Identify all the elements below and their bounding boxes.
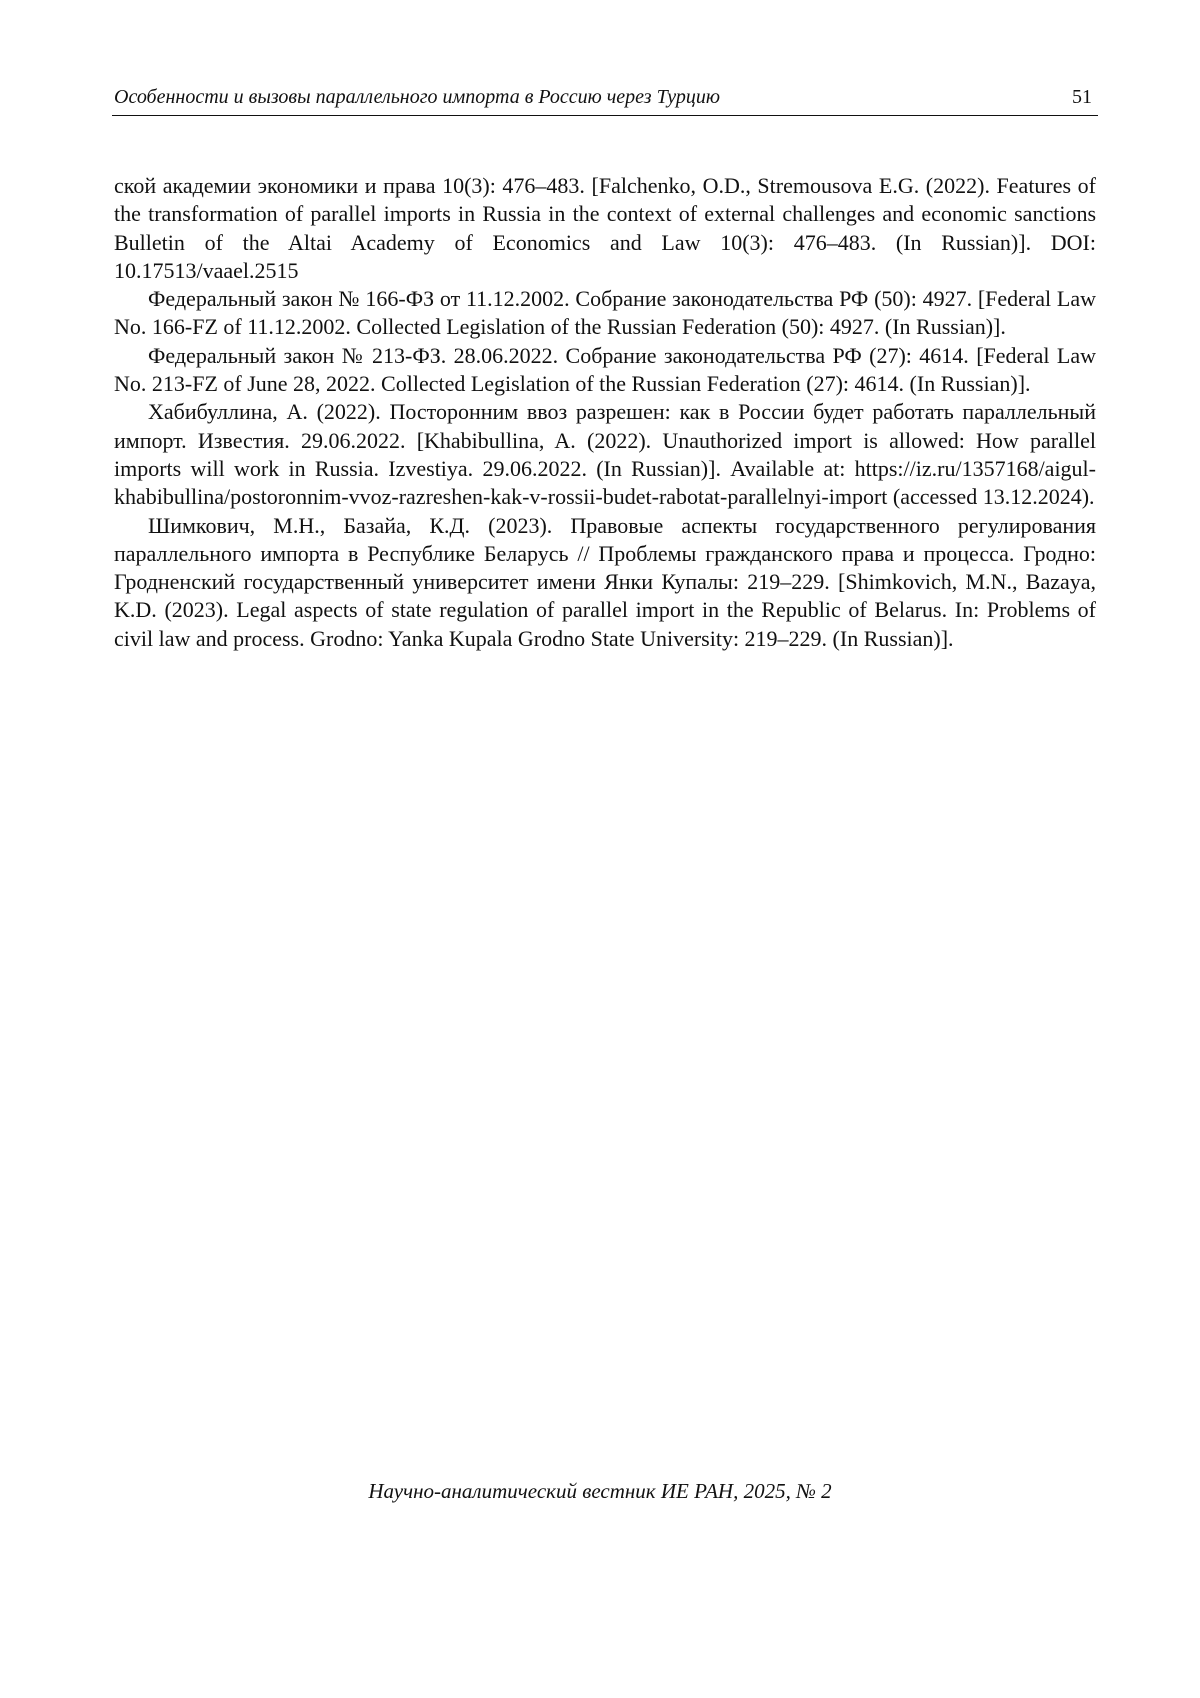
reference-item: Федеральный закон № 166-ФЗ от 11.12.2002. Собрание законодательства РФ (50): 4927. [Federal Law No. 166-FZ of 11.12.2002. Collected Legislation of the Russian Federation (50): 4927. (In Russian)]. <box>114 286 1096 340</box>
reference-item: Хабибуллина, А. (2022). Посторонним ввоз разрешен: как в России будет работать параллельный импорт. Известия. 29.06.2022. [Khabibullina, A. (2022). Unauthorized import is allowed: How parallel imports will work in Russia. Izvestiya. 29.06.2022. (In Russian)]. Available at: https://iz.ru/1357168/aigul-khabibullina/postoronnim-vvoz-razreshen-kak-v-rossii-budet-rabotat-parallelnyi-import (accessed 13.12.2024). <box>114 399 1096 510</box>
running-footer: Научно-аналитический вестник ИЕ РАН, 2025, № 2 <box>368 1479 832 1503</box>
reference-item-continued: ской академии экономики и права 10(3): 476–483. [Falchenko, O.D., Stremousova E.G. (2022). Features of the transformation of parallel imports in Russia in the context of external challenges and economic sanctions Bulletin of the Altai Academy of Economics and Law 10(3): 476–483. (In Russian)]. DOI: 10.17513/vaael.2515 <box>114 173 1096 283</box>
reference-item: Федеральный закон № 213-ФЗ. 28.06.2022. Собрание законодательства РФ (27): 4614. [Federal Law No. 213-FZ of June 28, 2022. Collected Legislation of the Russian Federation (27): 4614. (In Russian)]. <box>114 342 1096 397</box>
header-title: Особенности и вызовы параллельного импорта в Россию через Турцию <box>114 86 720 108</box>
reference-list <box>114 172 1096 653</box>
reference-item: Шимкович, М.Н., Базайа, К.Д. (2023). Правовые аспекты государственного регулирования параллельного импорта в Республике Беларусь // Проблемы гражданского права и процесса. Гродно: Гродненский государственный университет имени Янки Купалы: 219–229. [Shimkovich, M.N., Bazaya, K.D. (2023). Legal aspects of state regulation of parallel import in the Republic of Belarus. In: Problems of civil law and process. Grodno: Yanka Kupala Grodno State University: 219–229. (In Russian)]. <box>114 512 1096 651</box>
running-header <box>112 84 1098 116</box>
page-number: 51 <box>1072 86 1092 108</box>
